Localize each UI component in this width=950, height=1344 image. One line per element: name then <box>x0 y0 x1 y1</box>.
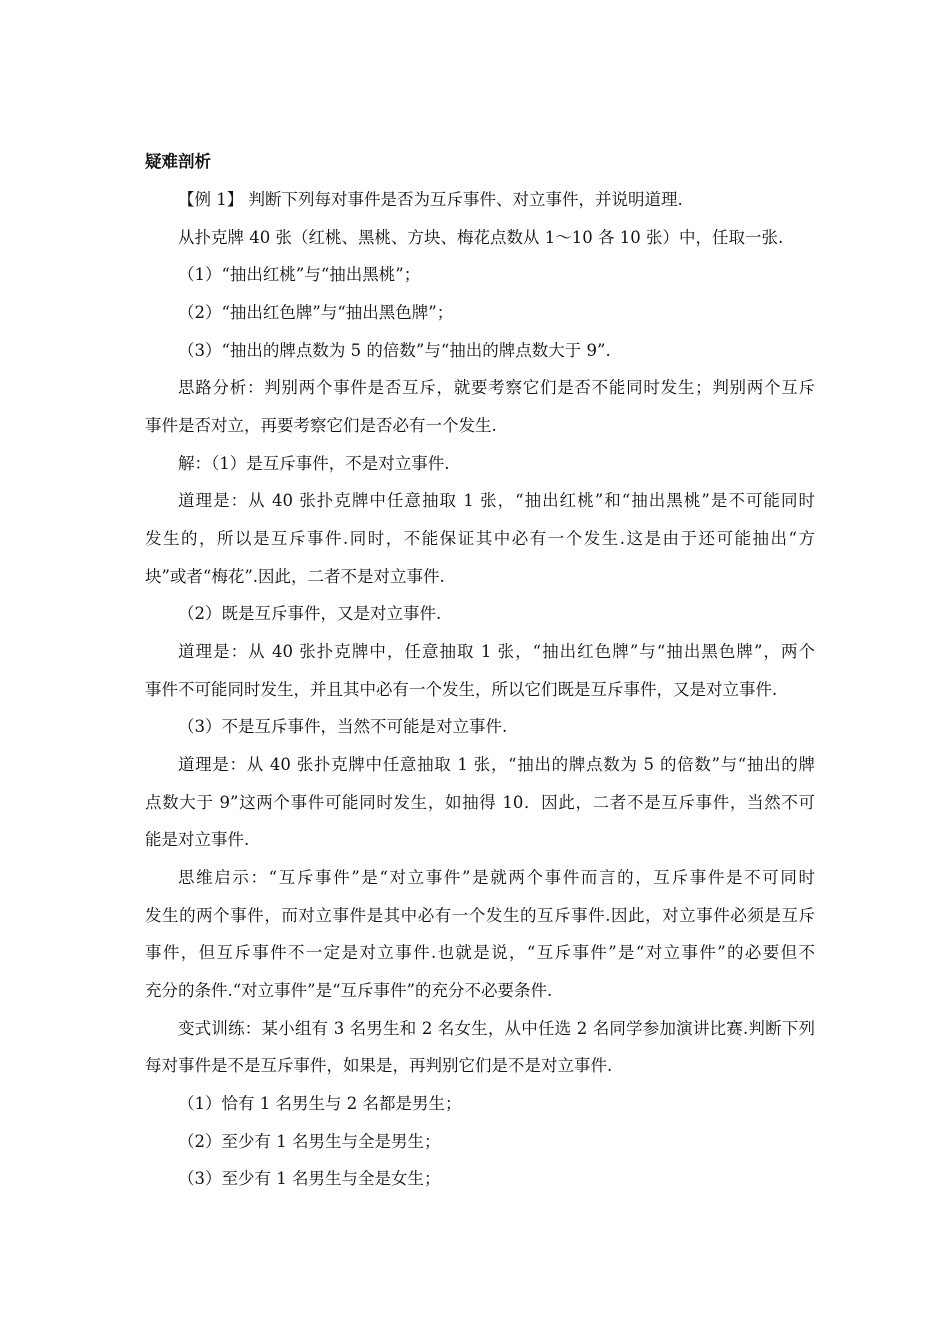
exercise-item-3: （3）至少有 1 名男生与全是女生； <box>178 1169 441 1188</box>
exercise-item-1: （1）恰有 1 名男生与 2 名都是男生； <box>178 1094 462 1113</box>
problem-item-3: （3）“抽出的牌点数为 5 的倍数”与“抽出的牌点数大于 9”. <box>178 341 611 360</box>
analysis-line-2: 事件是否对立，再要考察它们是否必有一个发生. <box>145 416 497 435</box>
reason-3-line-1: 道理是：从 40 张扑克牌中任意抽取 1 张，“抽出的牌点数为 5 的倍数”与“抽出的牌 <box>178 755 815 774</box>
problem-statement: 从扑克牌 40 张（红桃、黑桃、方块、梅花点数从 1～10 各 10 张）中，任取一张. <box>178 228 784 247</box>
reason-3-line-2: 点数大于 9”这两个事件可能同时发生，如抽得 10．因此，二者不是互斥事件，当然不可 <box>145 793 815 812</box>
solution-line-1: 解：（1）是互斥事件，不是对立事件. <box>178 454 450 473</box>
exercise-line-1: 变式训练：某小组有 3 名男生和 2 名女生，从中任选 2 名同学参加演讲比赛.判断下列 <box>178 1019 815 1038</box>
reason-2-line-2: 事件不可能同时发生，并且其中必有一个发生，所以它们既是互斥事件，又是对立事件. <box>145 680 778 699</box>
insight-line-4: 充分的条件.“对立事件”是“互斥事件”的充分不必要条件. <box>145 981 553 1000</box>
solution-line-3: （3）不是互斥事件，当然不可能是对立事件. <box>178 717 508 736</box>
exercise-line-2: 每对事件是不是互斥事件，如果是，再判别它们是不是对立事件. <box>145 1056 613 1075</box>
reason-2-line-1: 道理是：从 40 张扑克牌中，任意抽取 1 张，“抽出红色牌”与“抽出黑色牌”，两个 <box>178 642 815 661</box>
insight-line-2: 发生的两个事件，而对立事件是其中必有一个发生的互斥事件.因此，对立事件必须是互斥 <box>145 906 815 925</box>
section-heading: 疑难剖析 <box>145 152 211 171</box>
problem-item-1: （1）“抽出红桃”与“抽出黑桃”； <box>178 265 421 284</box>
insight-line-3: 事件，但互斥事件不一定是对立事件.也就是说，“互斥事件”是“对立事件”的必要但不 <box>145 943 815 962</box>
solution-line-2: （2）既是互斥事件，又是对立事件. <box>178 604 442 623</box>
problem-item-2: （2）“抽出红色牌”与“抽出黑色牌”； <box>178 303 454 322</box>
reason-3-line-3: 能是对立事件. <box>145 830 250 849</box>
example-title: 【例 1】 判断下列每对事件是否为互斥事件、对立事件，并说明道理. <box>178 190 683 209</box>
analysis-line-1: 思路分析：判别两个事件是否互斥，就要考察它们是否不能同时发生；判别两个互斥 <box>178 378 815 397</box>
reason-1-line-3: 块”或者“梅花”.因此，二者不是对立事件. <box>145 567 445 586</box>
reason-1-line-1: 道理是：从 40 张扑克牌中任意抽取 1 张，“抽出红桃”和“抽出黑桃”是不可能同时 <box>178 491 815 510</box>
insight-line-1: 思维启示：“互斥事件”是“对立事件”是就两个事件而言的，互斥事件是不可同时 <box>178 868 815 887</box>
exercise-item-2: （2）至少有 1 名男生与全是男生； <box>178 1132 441 1151</box>
reason-1-line-2: 发生的，所以是互斥事件.同时，不能保证其中必有一个发生.这是由于还可能抽出“方 <box>145 529 815 548</box>
